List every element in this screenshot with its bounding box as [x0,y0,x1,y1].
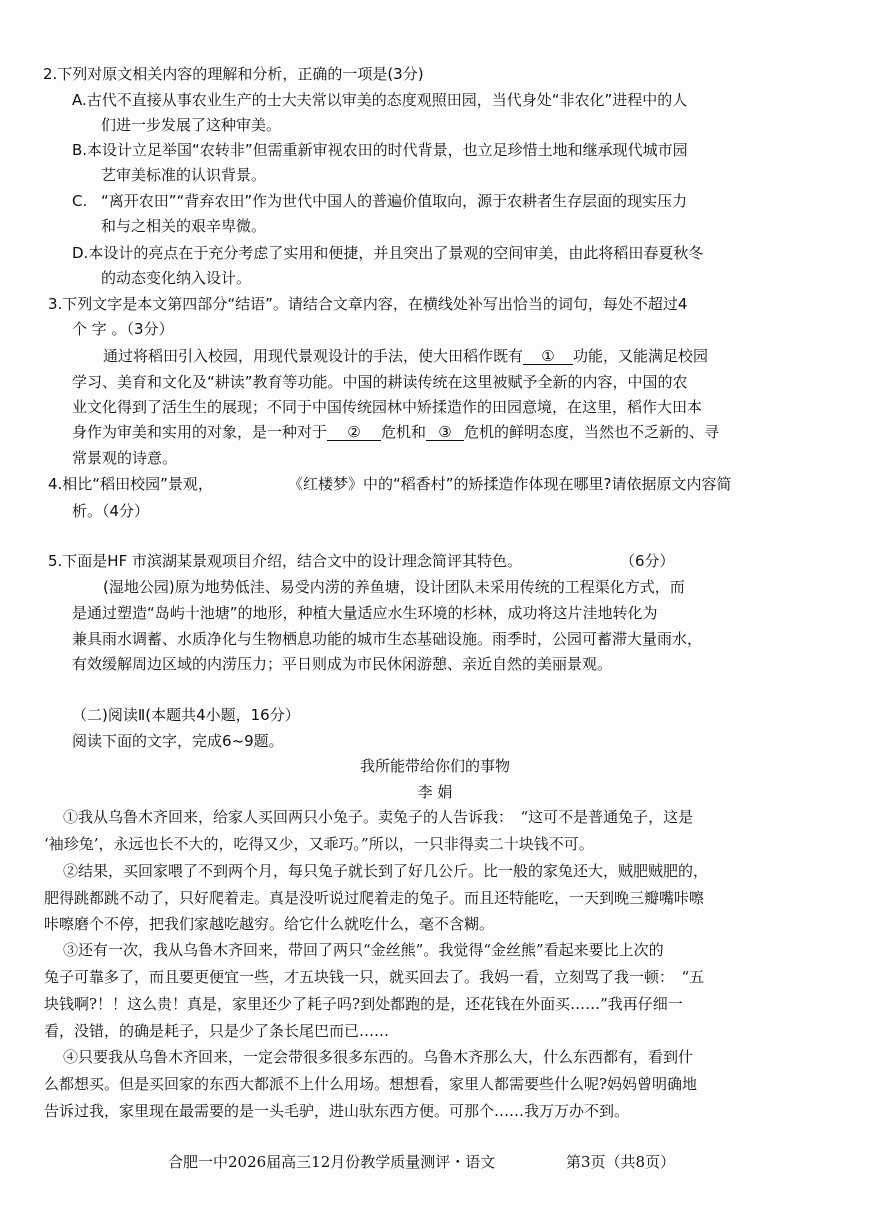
article-line: 看，没错，的确是耗子，只是少了条长尾巴而已…… [44,1022,390,1040]
article-line: 兔子可靠多了，而且要更便宜一些，才五块钱一只，就买回去了。我妈一看，立刻骂了我一顿： “五 [44,968,705,986]
section-heading: （二)阅读Ⅱ(本题共4小题，16分） [72,706,300,724]
blank-1: ① [523,346,573,365]
q3-text: 危机和 [381,423,427,441]
q3-stem-line2: 个 字 。（3分） [72,320,174,338]
q2-option-c-line2: 和与之相关的艰辛卑微。 [101,217,267,235]
article-line: 告诉过我，家里现在最需要的是一头毛驴，进山驮东西方便。可那个……我万万办不到。 [44,1102,630,1120]
q4-stem-part2: 《红楼梦》中的“稻香村”的矫揉造作体现在哪里?请依据原文内容简 [288,475,732,493]
q5-material-line1: (湿地公园)原为地势低洼、易受内涝的养鱼塘，设计团队未采用传统的工程渠化方式，而 [103,578,685,596]
q2-option-a-line2: 们进一步发展了这种审美。 [101,116,282,134]
q3-passage-line1 [103,346,708,366]
q5-material-line3: 兼具雨水调蓄、水质净化与生物栖息功能的城市生态基础设施。雨季时，公园可蓄滞大量雨水， [72,630,703,648]
article-line: 咔嚓磨个不停，把我们家越吃越穷。给它什么就吃什么，毫不含糊。 [44,915,495,933]
article-line: 么都想买。但是买回家的东西大都派不上什么用场。想想看，家里人都需要些什么呢?妈妈曾明确地 [44,1075,698,1093]
q5-stem: 5.下面是HF 市滨湖某景观项目介绍，结合文中的设计理念简评其特色。 [48,552,522,570]
q2-stem: 2.下列对原文相关内容的理解和分析，正确的一项是(3分) [43,65,424,83]
q3-text: 危机的鲜明态度，当然也不乏新的、寻 [464,423,720,441]
article-line: ①我从乌鲁木齐回来，给家人买回两只小兔子。卖兔子的人告诉我： “这可不是普通兔子，这是 [63,808,694,826]
q3-text: 通过将稻田引入校园，用现代景观设计的手法，使大田稻作既有 [103,347,524,365]
article-line: 肥得跳都跳不动了，只好爬着走。真是没听说过爬着走的兔子。而且还特能吃，一天到晚三瓣嘴咔嚓 [44,889,705,907]
q2-option-a-line1: A.古代不直接从事农业生产的士大夫常以审美的态度观照田园，当代身处“非农化”进程中的人 [72,91,688,109]
q2-option-d-line2: 的动态变化纳入设计。 [101,269,252,287]
q3-text: 身作为审美和实用的对象，是一种对于 [72,423,328,441]
blank-2: ② [327,422,381,441]
blank-3: ③ [426,422,464,441]
q3-passage-line5: 常景观的诗意。 [72,449,178,467]
q4-stem-part1: 4.相比“稻田校园”景观， [48,475,213,493]
q2-option-c-letter: C. [72,192,88,210]
q2-option-d-line1: D.本设计的亮点在于充分考虑了实用和便捷，并且突出了景观的空间审美，由此将稻田春夏秋冬 [72,244,704,262]
q2-option-c-line1: “离开农田”“背弃农田”作为世代中国人的普遍价值取向，源于农耕者生存层面的现实压力 [101,192,688,210]
q3-passage-line2: 学习、美育和文化及“耕读”教育等功能。中国的耕读传统在这里被赋予全新的内容，中国的农 [72,373,688,391]
article-line: ‘袖珍兔’，永远也长不大的，吃得又少，又乖巧。”所以，一只非得卖二十块钱不可。 [44,835,594,853]
q5-material-line4: 有效缓解周边区域的内涝压力；平日则成为市民休闲游憩、亲近自然的美丽景观。 [72,655,613,673]
section-instruction: 阅读下面的文字，完成6~9题。 [72,732,284,750]
q5-material-line2: 是通过塑造“岛屿十池塘”的地形，种植大量适应水生环境的杉林，成功将这片洼地转化为 [72,604,658,622]
article-title: 我所能带给你们的事物 [359,757,510,775]
q3-stem-line1: 3.下列文字是本文第四部分“结语”。请结合文章内容，在横线处补写出恰当的词句，每处不超过4 [48,295,688,313]
article-line: 块钱啊?！！这么贵！真是，家里还少了耗子吗?到处都跑的是，还花钱在外面买……”我再仔细一 [44,995,683,1013]
q4-stem-line2: 析。（4分） [72,502,150,520]
q3-passage-line4 [72,422,719,442]
article-author: 李 娟 [417,783,453,801]
article-line: ④只要我从乌鲁木齐回来，一定会带很多很多东西的。乌鲁木齐那么大，什么东西都有，看到什 [63,1048,694,1066]
q5-score: （6分） [620,552,675,570]
q3-passage-line3: 业文化得到了活生生的展现；不同于中国传统园林中矫揉造作的田园意境，在这里，稻作大田本 [72,398,703,416]
article-line: ②结果，买回家喂了不到两个月，每只兔子就长到了好几公斤。比一般的家兔还大，贼肥贼肥的， [63,862,709,880]
footer-page-number: 第3页（共8页） [566,1153,676,1171]
q2-option-b-line1: B.本设计立足举国“农转非”但需重新审视农田的时代背景，也立足珍惜土地和继承现代城市园 [72,141,688,159]
footer-exam-title: 合肥一中2026届高三12月份教学质量测评・语文 [168,1153,496,1171]
article-line: ③还有一次，我从乌鲁木齐回来，带回了两只“金丝熊”。我觉得“金丝熊”看起来要比上次的 [63,941,664,959]
q3-text: 功能，又能满足校园 [573,347,709,365]
q2-option-b-line2: 艺审美标准的认识背景。 [101,166,267,184]
